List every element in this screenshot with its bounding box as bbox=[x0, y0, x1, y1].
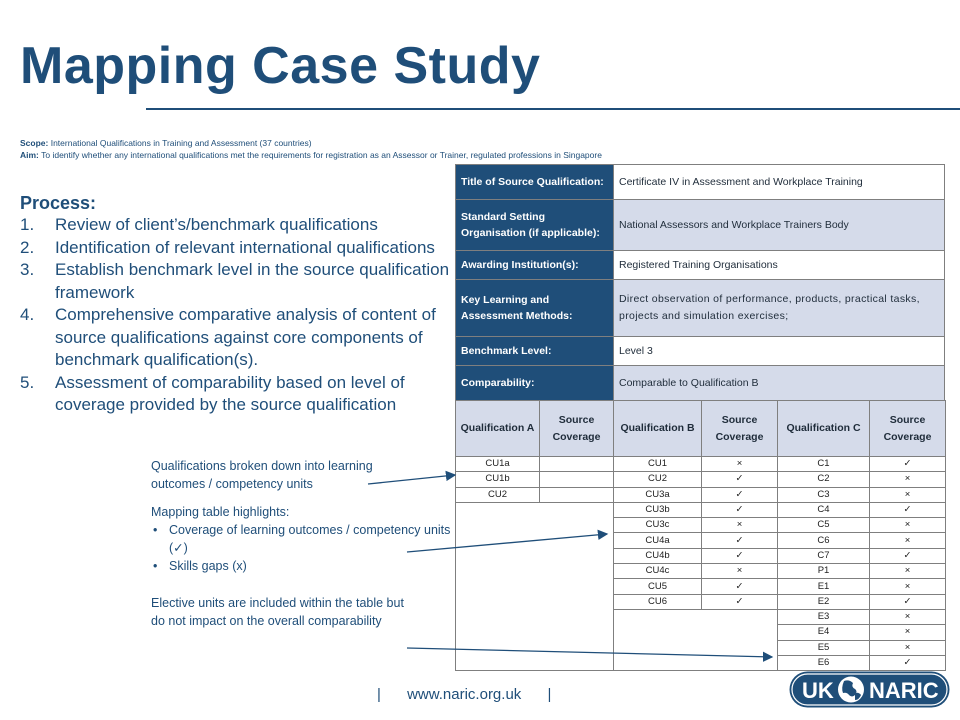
process-step-text: Establish benchmark level in the source qualification framework bbox=[55, 260, 450, 302]
mapping-header: Qualification B bbox=[614, 401, 702, 457]
qual-c-unit: C3 bbox=[778, 487, 870, 502]
qual-b-unit: CU3a bbox=[614, 487, 702, 502]
qual-c-coverage: × bbox=[870, 579, 946, 594]
qual-c-unit: C1 bbox=[778, 457, 870, 472]
qual-a-unit: CU1a bbox=[456, 457, 540, 472]
qual-b-coverage: ✓ bbox=[702, 579, 778, 594]
qual-b-unit: CU2 bbox=[614, 472, 702, 487]
qual-b-coverage: × bbox=[702, 518, 778, 533]
qual-b-unit: CU1 bbox=[614, 457, 702, 472]
qual-c-unit: C4 bbox=[778, 502, 870, 517]
qual-c-coverage: × bbox=[870, 472, 946, 487]
breakdown-note: Qualifications broken down into learning outcomes / competency units bbox=[151, 459, 373, 491]
process-step-number: 3. bbox=[20, 260, 35, 279]
qual-c-unit: E3 bbox=[778, 609, 870, 624]
mapping-header: Qualification A bbox=[456, 401, 540, 457]
qual-c-coverage: × bbox=[870, 609, 946, 624]
process-step-number: 5. bbox=[20, 372, 35, 392]
qual-c-coverage: ✓ bbox=[870, 502, 946, 517]
uk-naric-logo bbox=[789, 671, 950, 708]
qual-b-unit: CU6 bbox=[614, 594, 702, 609]
process-step-number: 2. bbox=[20, 237, 35, 257]
qual-c-coverage: × bbox=[870, 533, 946, 548]
qual-c-unit: E6 bbox=[778, 655, 870, 670]
arrow-to-qual-b bbox=[407, 534, 607, 552]
qual-c-unit: C2 bbox=[778, 472, 870, 487]
process-title: Process: bbox=[20, 193, 97, 213]
highlight-item: • Coverage of learning outcomes / competency units (✓) bbox=[151, 521, 451, 557]
qual-a-unit: CU2 bbox=[456, 487, 540, 502]
qual-b-unit: CU4c bbox=[614, 564, 702, 579]
process-step-text: Review of client’s/benchmark qualifications bbox=[55, 215, 378, 234]
highlight-item: • Skills gaps (x) bbox=[151, 557, 451, 575]
mapping-header: Source Coverage bbox=[540, 401, 614, 457]
arrow-to-qual-a bbox=[368, 475, 455, 484]
mapping-header: Qualification C bbox=[778, 401, 870, 457]
process-step-text: Comprehensive comparative analysis of content of source qualifications against core components of benchmark qualification(s). bbox=[55, 305, 436, 369]
footer-separator-left: | bbox=[377, 686, 381, 703]
qual-b-unit: CU4b bbox=[614, 548, 702, 563]
qual-c-coverage: × bbox=[870, 564, 946, 579]
qual-c-unit: C5 bbox=[778, 518, 870, 533]
arrow-to-electives bbox=[407, 648, 772, 657]
info-label: Key Learning and Assessment Methods: bbox=[456, 280, 614, 337]
qual-c-unit: E4 bbox=[778, 625, 870, 640]
mapping-header: Source Coverage bbox=[702, 401, 778, 457]
qual-b-unit: CU3c bbox=[614, 518, 702, 533]
elective-note: Elective units are included within the table but do not impact on the overall comparability bbox=[151, 596, 404, 628]
info-label: Awarding Institution(s): bbox=[456, 251, 614, 280]
info-label: Benchmark Level: bbox=[456, 337, 614, 366]
info-value: Certificate IV in Assessment and Workplace Training bbox=[614, 165, 945, 200]
info-label: Standard Setting Organisation (if applicable): bbox=[456, 200, 614, 251]
qual-b-unit: CU3b bbox=[614, 502, 702, 517]
highlights-title: Mapping table highlights: bbox=[151, 505, 290, 519]
qual-b-coverage: ✓ bbox=[702, 502, 778, 517]
info-label: Comparability: bbox=[456, 366, 614, 401]
scope-text: International Qualifications in Training and Assessment (37 countries) bbox=[50, 138, 312, 148]
footer-url[interactable]: www.naric.org.uk bbox=[407, 686, 522, 703]
aim-text: To identify whether any international qualifications met the requirements for registration as an Assessor or Trainer, regulated professions in Singapore bbox=[41, 150, 602, 160]
qual-b-coverage: × bbox=[702, 457, 778, 472]
qual-c-unit: C7 bbox=[778, 548, 870, 563]
qual-c-coverage: ✓ bbox=[870, 457, 946, 472]
info-value: National Assessors and Workplace Trainers Body bbox=[614, 200, 945, 251]
info-label: Title of Source Qualification: bbox=[456, 165, 614, 200]
qual-c-coverage: × bbox=[870, 640, 946, 655]
globe-icon bbox=[838, 677, 864, 703]
qual-c-coverage: ✓ bbox=[870, 655, 946, 670]
qual-b-coverage: ✓ bbox=[702, 594, 778, 609]
qual-b-unit: CU4a bbox=[614, 533, 702, 548]
qual-c-unit: P1 bbox=[778, 564, 870, 579]
info-value: Registered Training Organisations bbox=[614, 251, 945, 280]
qual-c-coverage: × bbox=[870, 518, 946, 533]
qual-a-unit: CU1b bbox=[456, 472, 540, 487]
qual-c-unit: C6 bbox=[778, 533, 870, 548]
qual-b-coverage: ✓ bbox=[702, 533, 778, 548]
qual-c-coverage: ✓ bbox=[870, 548, 946, 563]
qual-c-unit: E2 bbox=[778, 594, 870, 609]
qual-c-coverage: × bbox=[870, 625, 946, 640]
scope-label: Scope: bbox=[20, 138, 49, 148]
slide-title: Mapping Case Study bbox=[20, 37, 541, 95]
aim-label: Aim: bbox=[20, 150, 39, 160]
footer-separator-right: | bbox=[547, 686, 552, 703]
qual-b-coverage: ✓ bbox=[702, 548, 778, 563]
qual-c-unit: E1 bbox=[778, 579, 870, 594]
qual-b-coverage: ✓ bbox=[702, 487, 778, 502]
footer bbox=[377, 686, 551, 703]
mapping-header: Source Coverage bbox=[870, 401, 946, 457]
qual-b-unit: CU5 bbox=[614, 579, 702, 594]
process-step-text: Identification of relevant international qualifications bbox=[55, 237, 435, 257]
process-step-number: 1. bbox=[20, 215, 35, 234]
info-value: Level 3 bbox=[614, 337, 945, 366]
process-step-number: 4. bbox=[20, 305, 35, 324]
qual-c-unit: E5 bbox=[778, 640, 870, 655]
qual-c-coverage: ✓ bbox=[870, 594, 946, 609]
info-value: Comparable to Qualification B bbox=[614, 366, 945, 401]
info-value: Direct observation of performance, products, practical tasks, projects and simulation exercises; bbox=[614, 280, 945, 337]
qual-b-coverage: ✓ bbox=[702, 472, 778, 487]
logo-naric-text: NARIC bbox=[869, 678, 939, 703]
qual-b-coverage: × bbox=[702, 564, 778, 579]
qual-c-coverage: × bbox=[870, 487, 946, 502]
logo-uk-text: UK bbox=[802, 678, 834, 703]
process-step-text: Assessment of comparability based on level of coverage provided by the source qualification bbox=[55, 372, 405, 414]
